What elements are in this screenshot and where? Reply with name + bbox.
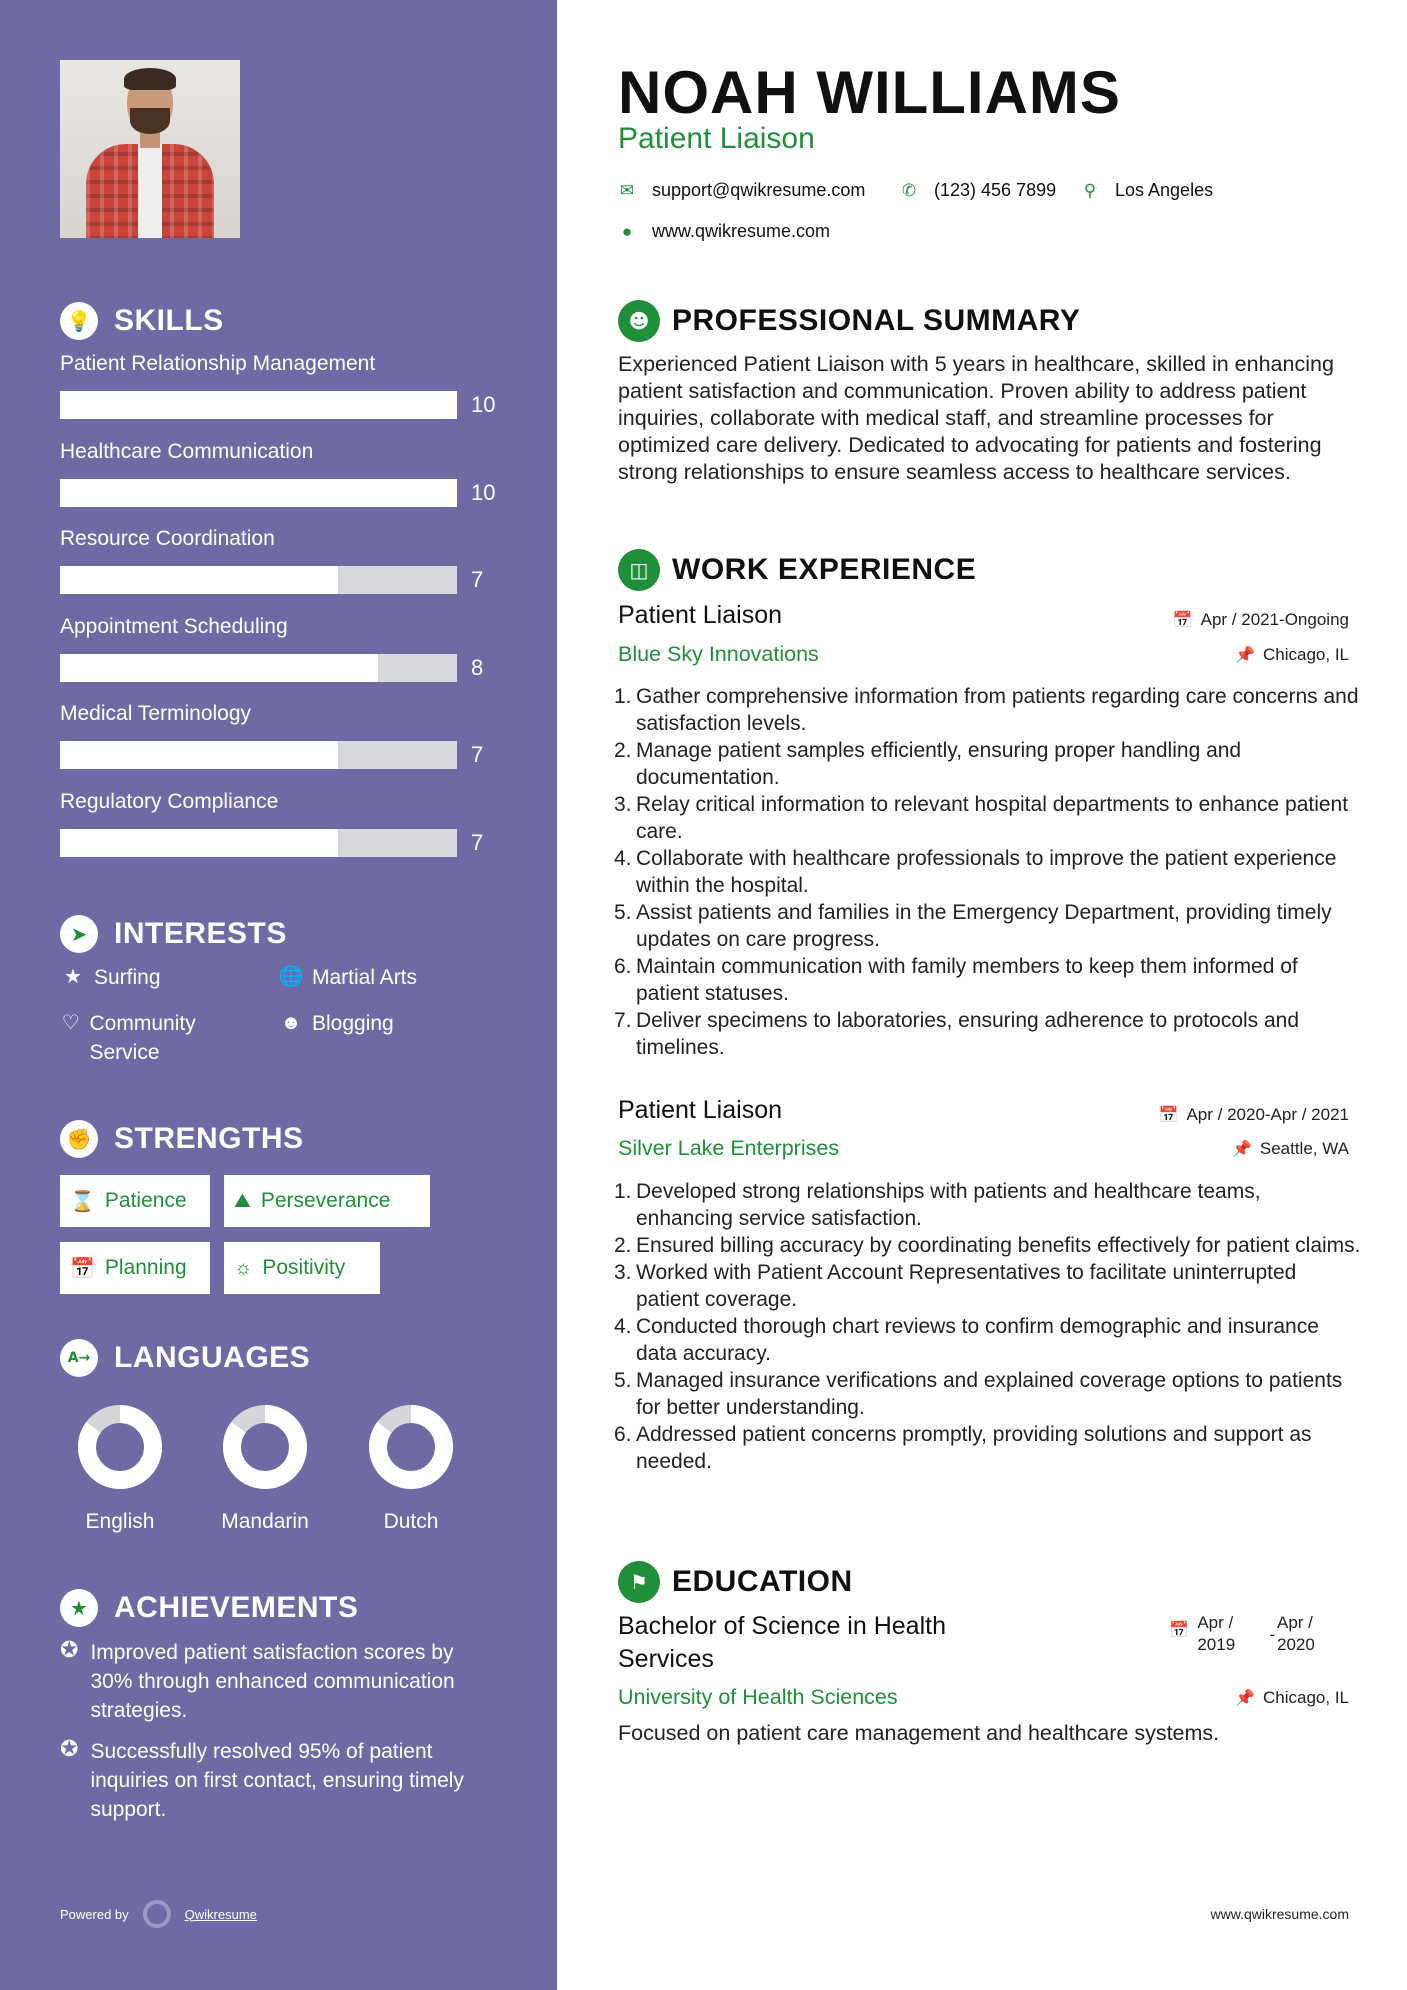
- sun-icon: ☼: [234, 1256, 253, 1279]
- job-title: Patient Liaison: [618, 601, 783, 629]
- pin-icon: 📌: [1235, 1690, 1255, 1707]
- education-degree: Bachelor of Science in Health Services: [618, 1612, 946, 1673]
- achievement-item: ✪ Improved patient satisfaction scores by 30% through enhanced communication strategies.: [60, 1638, 455, 1722]
- duty-item: [614, 1232, 1363, 1259]
- job-title: Patient Liaison: [618, 1096, 783, 1124]
- powered-by: Powered by Qwikresume: [60, 1900, 257, 1928]
- duty-text: Relay critical information to relevant hospital departments to enhance patient care.: [636, 793, 1349, 843]
- calendar-icon: 📅: [1169, 1622, 1190, 1639]
- skill-name: Patient Relationship Management: [60, 352, 376, 375]
- strength-badge: ⛰ Perseverance: [224, 1175, 430, 1227]
- candidate-role: Patient Liaison: [618, 122, 815, 155]
- duty-item: [614, 1421, 1363, 1475]
- brand-link[interactable]: Qwikresume: [184, 1906, 257, 1922]
- duty-number: 3.: [614, 793, 632, 816]
- duty-item: [614, 1259, 1363, 1313]
- users-icon: ☻: [280, 1012, 302, 1034]
- duty-number: 3.: [614, 1261, 632, 1284]
- skill-level-value: 7: [471, 567, 484, 592]
- duty-item: [614, 1367, 1363, 1421]
- pin-icon: 📌: [1235, 647, 1255, 664]
- duty-text: Developed strong relationships with patients and healthcare teams, enhancing service satisfaction.: [636, 1180, 1261, 1230]
- skill-level-fill: [60, 829, 338, 857]
- education-location: 📌 Chicago, IL: [1235, 1688, 1349, 1707]
- summary-text: Experienced Patient Liaison with 5 years in healthcare, skilled in enhancing patient satisfaction and communication. Proven ability to address patient inquiries, collaborate with medical staff, and streamline processes for optimized care delivery. Dedicated to advocating for patients and fostering strong relationships to ensure seamless access to healthcare services.: [618, 352, 1334, 484]
- profile-photo: [60, 60, 240, 238]
- achievement-item: ✪ Successfully resolved 95% of patient inquiries on first contact, ensuring timely support.: [60, 1737, 464, 1821]
- education-dates: 📅 Apr / 2019 - Apr / 2020: [1169, 1613, 1315, 1654]
- skill-level-value: 8: [471, 655, 484, 680]
- education-heading: ⚑ EDUCATION: [618, 1561, 853, 1603]
- language-level-ring: [220, 1402, 310, 1492]
- duty-item: [614, 1007, 1363, 1061]
- binoculars-icon: ⛰: [234, 1189, 251, 1212]
- duty-text: Gather comprehensive information from patients regarding care concerns and satisfaction levels.: [636, 685, 1359, 735]
- duty-number: 4.: [614, 847, 632, 870]
- star-badge-icon: ★: [60, 1589, 98, 1627]
- calendar-icon: 📅: [1172, 612, 1193, 629]
- skill-level-value: 10: [471, 480, 496, 505]
- phone-icon: ✆: [901, 180, 917, 200]
- duty-number: 5.: [614, 1369, 632, 1392]
- star-burst-icon: ✪: [60, 1638, 79, 1663]
- skill-level-value: 7: [471, 742, 484, 767]
- paper-plane-icon: ➤: [60, 915, 98, 953]
- skills-heading: 💡 SKILLS: [60, 302, 224, 340]
- footer-url[interactable]: www.qwikresume.com: [1210, 1906, 1349, 1922]
- education-description: Focused on patient care management and healthcare systems.: [618, 1721, 1220, 1745]
- job-company: Silver Lake Enterprises: [618, 1136, 840, 1160]
- translate-icon: A→: [60, 1339, 98, 1377]
- skill-level-value: 7: [471, 830, 484, 855]
- strength-badge: 📅 Planning: [60, 1242, 210, 1294]
- duty-text: Assist patients and families in the Emergency Department, providing timely updates on care progress.: [636, 901, 1332, 951]
- duty-item: [614, 737, 1363, 791]
- duty-text: Deliver specimens to laboratories, ensuring adherence to protocols and timelines.: [636, 1009, 1300, 1059]
- job-duties: [614, 1178, 1363, 1475]
- education-school: University of Health Sciences: [618, 1685, 898, 1709]
- language-item: English: [72, 1402, 168, 1534]
- star-icon: ★: [64, 966, 82, 988]
- briefcase-icon: ◫: [618, 549, 660, 591]
- duty-number: 7.: [614, 1009, 632, 1032]
- skill-level-fill: [60, 654, 378, 682]
- job-company: Blue Sky Innovations: [618, 642, 819, 666]
- skill-name: Appointment Scheduling: [60, 615, 288, 638]
- duty-item: [614, 845, 1363, 899]
- handshake-icon: ♡: [61, 1012, 80, 1034]
- skill-name: Medical Terminology: [60, 702, 252, 725]
- duty-text: Worked with Patient Account Representatives to facilitate uninterrupted patient coverage.: [636, 1261, 1297, 1311]
- skill-level-bar: [60, 479, 457, 507]
- interest-item: ♡ Community Service: [60, 1009, 240, 1067]
- contact-phone[interactable]: ✆ (123) 456 7899: [901, 180, 1057, 200]
- skill-level-bar: [60, 391, 457, 419]
- map-marker-icon: ⚲: [1083, 180, 1097, 200]
- duty-number: 2.: [614, 1234, 632, 1257]
- duty-number: 4.: [614, 1315, 632, 1338]
- duty-number: 1.: [614, 1180, 632, 1203]
- lightbulb-icon: 💡: [60, 302, 98, 340]
- duty-text: Conducted thorough chart reviews to confirm demographic and insurance data accuracy.: [636, 1315, 1319, 1365]
- job-location: 📌 Seattle, WA: [1231, 1139, 1349, 1158]
- language-item: Dutch: [363, 1402, 459, 1534]
- duty-text: Addressed patient concerns promptly, providing solutions and support as needed.: [636, 1423, 1312, 1473]
- skill-level-bar: [60, 741, 457, 769]
- skill-name: Resource Coordination: [60, 527, 275, 550]
- graduation-cap-icon: ⚑: [618, 1561, 660, 1603]
- duty-item: [614, 899, 1363, 953]
- skill-level-fill: [60, 391, 457, 419]
- duty-item: [614, 953, 1363, 1007]
- duty-item: [614, 791, 1363, 845]
- duty-item: [614, 1178, 1363, 1232]
- strengths-heading: ✊ STRENGTHS: [60, 1120, 304, 1158]
- job-location: 📌 Chicago, IL: [1235, 645, 1349, 664]
- contact-location: ⚲ Los Angeles: [1081, 180, 1213, 201]
- duty-number: 2.: [614, 739, 632, 762]
- duty-item: [614, 1313, 1363, 1367]
- skill-level-bar: [60, 654, 457, 682]
- contact-email[interactable]: ✉ support@qwikresume.com: [619, 180, 866, 200]
- main-content: [557, 0, 1407, 1990]
- duty-number: 5.: [614, 901, 632, 924]
- globe-icon: 🌐: [278, 966, 304, 988]
- interest-item: ★ Surfing: [60, 963, 161, 992]
- skill-level-fill: [60, 479, 457, 507]
- skill-name: Healthcare Communication: [60, 440, 314, 463]
- candidate-name: NOAH WILLIAMS: [618, 59, 1121, 126]
- duty-text: Maintain communication with family members to keep them informed of patient statuses.: [636, 955, 1298, 1005]
- user-icon: ☻: [618, 300, 660, 342]
- skill-name: Regulatory Compliance: [60, 790, 279, 813]
- hourglass-icon: ⌛: [70, 1190, 95, 1213]
- skill-level-bar: [60, 829, 457, 857]
- duty-text: Collaborate with healthcare professionals to improve the patient experience within the hospital.: [636, 847, 1337, 897]
- skill-level-fill: [60, 741, 338, 769]
- interest-item: ☻ Blogging: [278, 1009, 394, 1038]
- fist-icon: ✊: [60, 1120, 98, 1158]
- language-level-ring: [366, 1402, 456, 1492]
- summary-heading: ☻ PROFESSIONAL SUMMARY: [618, 300, 1080, 342]
- globe-icon: ●: [621, 221, 633, 241]
- duty-number: 1.: [614, 685, 632, 708]
- experience-heading: ◫ WORK EXPERIENCE: [618, 549, 976, 591]
- interest-item: 🌐 Martial Arts: [278, 963, 417, 992]
- achievements-heading: ★ ACHIEVEMENTS: [60, 1589, 358, 1627]
- calendar-icon: 📅: [1158, 1107, 1179, 1124]
- sidebar: [0, 0, 557, 1990]
- strength-badge: ⌛ Patience: [60, 1175, 210, 1227]
- contact-website[interactable]: ● www.qwikresume.com: [618, 221, 830, 242]
- pin-icon: 📌: [1231, 1141, 1252, 1158]
- envelope-icon: ✉: [619, 180, 635, 200]
- job-duties: [614, 683, 1363, 1061]
- duty-number: 6.: [614, 955, 632, 978]
- job-dates: 📅 Apr / 2020-Apr / 2021: [1158, 1105, 1349, 1124]
- language-item: Mandarin: [217, 1402, 313, 1534]
- language-level-ring: [75, 1402, 165, 1492]
- skill-level-bar: [60, 566, 457, 594]
- duty-text: Managed insurance verifications and explained coverage options to patients for better understanding.: [636, 1369, 1343, 1419]
- strength-badge: ☼ Positivity: [224, 1242, 380, 1294]
- qwikresume-logo-icon: [143, 1900, 171, 1928]
- skill-level-value: 10: [471, 392, 496, 417]
- interests-heading: ➤ INTERESTS: [60, 915, 287, 953]
- duty-item: [614, 683, 1363, 737]
- duty-number: 6.: [614, 1423, 632, 1446]
- calendar-icon: 📅: [70, 1257, 95, 1280]
- star-burst-icon: ✪: [60, 1737, 79, 1762]
- job-dates: 📅 Apr / 2021-Ongoing: [1172, 610, 1349, 629]
- duty-text: Manage patient samples efficiently, ensuring proper handling and documentation.: [636, 739, 1242, 789]
- skill-level-fill: [60, 566, 338, 594]
- duty-text: Ensured billing accuracy by coordinating benefits effectively for patient claims.: [636, 1234, 1361, 1257]
- languages-heading: A→ LANGUAGES: [60, 1339, 310, 1377]
